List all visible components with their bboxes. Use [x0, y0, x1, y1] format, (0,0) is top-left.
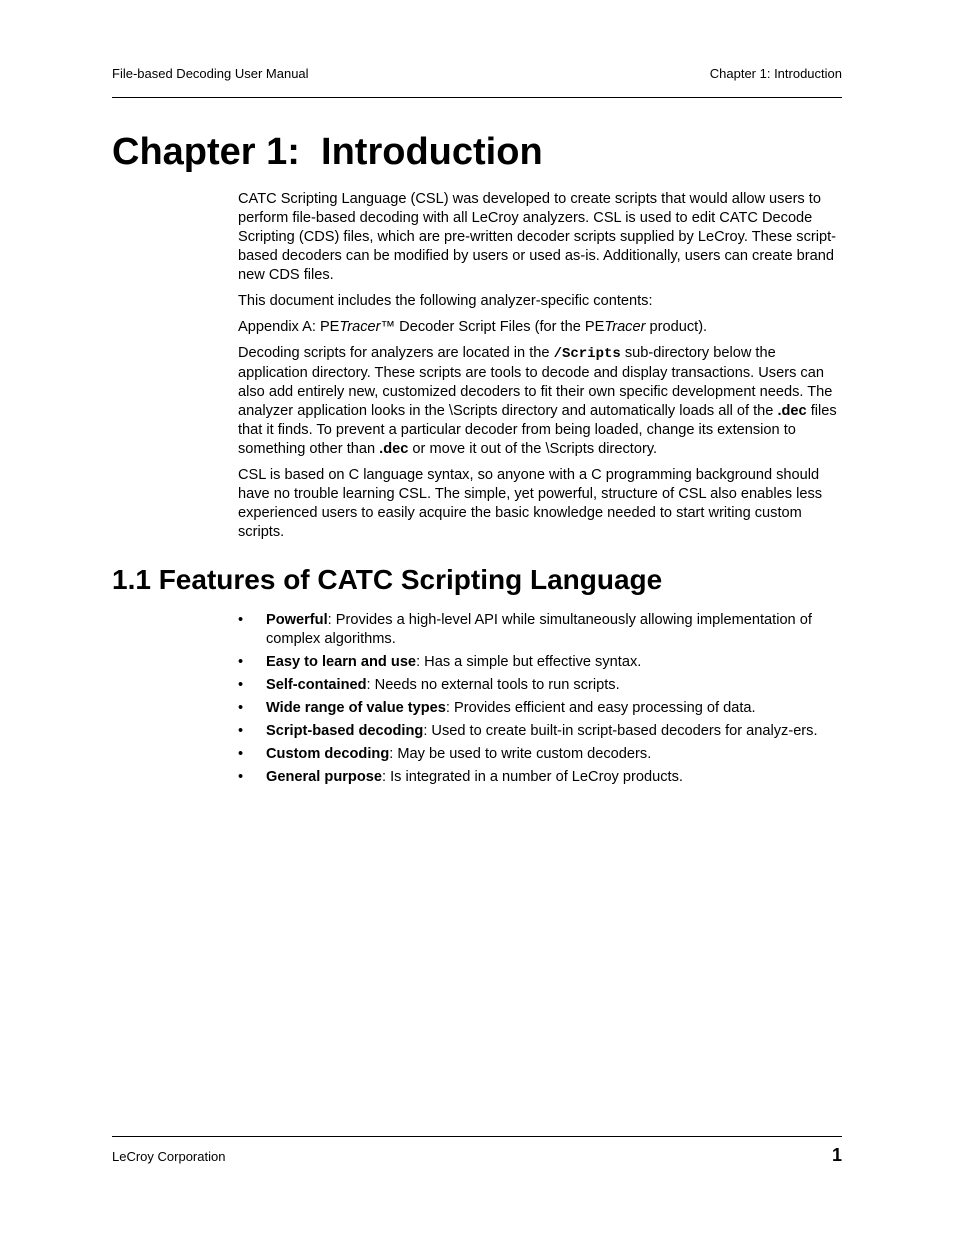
feature-term: Custom decoding	[266, 745, 390, 762]
scripts-text-c: files that it finds. To prevent a particular decoder from being loaded, change its extension to something other than	[238, 403, 837, 457]
scripts-text-a: Decoding scripts for analyzers are located in the	[238, 345, 554, 361]
feature-desc: : Needs no external tools to run scripts.	[366, 676, 620, 693]
features-list	[238, 611, 842, 791]
running-footer	[112, 1136, 842, 1176]
chapter-title: Chapter 1: Introduction	[112, 131, 543, 173]
list-item	[238, 699, 842, 718]
intro-paragraph-4	[238, 344, 842, 459]
header-chapter-title: Chapter 1: Introduction	[709, 66, 842, 81]
scripts-text-d: or move it out of the \Scripts directory.	[408, 441, 658, 457]
feature-desc: : Has a simple but effective syntax.	[416, 653, 642, 670]
bullet: •	[238, 676, 244, 693]
list-item	[238, 653, 842, 672]
intro-paragraph-1: CATC Scripting Language (CSL) was developed to create scripts that would allow users to perform file-based decoding with all LeCroy analyzers. CSL is used to edit CATC Decode Scripting (CDS) files, which are pre-written decoder scripts supplied by LeCroy. These script-based decoders can be modified by users or used as-is. Additionally, users can create brand new CDS files.	[238, 191, 837, 283]
bullet: •	[238, 612, 244, 628]
dec-extension: .dec	[777, 403, 807, 419]
tracer-italic: Tracer	[339, 319, 381, 335]
list-item	[238, 676, 842, 695]
intro-paragraph-5: CSL is based on C language syntax, so anyone with a C programming background should have no trouble learning CSL. The simple, yet powerful, structure of CSL also enables less experienced users to easily acquire the basic knowledge needed to start writing custom scripts.	[238, 467, 823, 540]
dec-extension: .dec	[379, 441, 409, 457]
intro-paragraph-2: This document includes the following analyzer-specific contents:	[238, 293, 653, 309]
bullet: •	[238, 722, 244, 739]
list-item	[238, 722, 842, 741]
list-item	[238, 611, 842, 648]
feature-term: Self-contained	[266, 676, 367, 693]
bullet: •	[238, 699, 244, 716]
list-item	[238, 745, 842, 764]
footer-company: LeCroy Corporation	[112, 1149, 226, 1164]
section-title: 1.1 Features of CATC Scripting Language	[112, 564, 663, 595]
bullet: •	[238, 768, 244, 785]
intro-section	[238, 190, 842, 549]
bullet: •	[238, 653, 244, 670]
intro-paragraph-3	[238, 318, 842, 337]
appendix-suffix: product).	[645, 319, 708, 335]
list-item	[238, 768, 842, 787]
feature-desc: : Provides a high-level API while simultaneously allowing implementation of complex algorithms.	[266, 612, 812, 647]
page-number: 1	[831, 1145, 842, 1165]
header-manual-title: File-based Decoding User Manual	[112, 66, 309, 81]
feature-term: Easy to learn and use	[266, 653, 417, 670]
feature-term: Script-based decoding	[266, 722, 424, 739]
feature-term: Powerful	[266, 612, 328, 628]
feature-term: General purpose	[266, 768, 382, 785]
scripts-path-code: /Scripts	[553, 346, 621, 362]
feature-term: Wide range of value types	[266, 699, 446, 716]
bullet: •	[238, 745, 244, 762]
feature-desc: : May be used to write custom decoders.	[389, 745, 652, 762]
appendix-middle: ™ Decoder Script Files (for the PE	[380, 319, 605, 335]
scripts-text-b: sub-directory below the application directory. These scripts are tools to decode and display transactions. Users can also add entirely new, customized decoders to fit their own specific development needs. The analyzer application looks in the \Scripts directory and automatically loads all of the	[238, 345, 833, 419]
running-header	[112, 66, 842, 98]
tracer-italic: Tracer	[604, 319, 646, 335]
appendix-prefix: Appendix A: PE	[238, 319, 340, 335]
feature-desc: : Provides efficient and easy processing of data.	[445, 699, 756, 716]
feature-desc: : Used to create built-in script-based decoders for analyz-ers.	[423, 722, 818, 739]
feature-desc: : Is integrated in a number of LeCroy products.	[381, 768, 683, 785]
